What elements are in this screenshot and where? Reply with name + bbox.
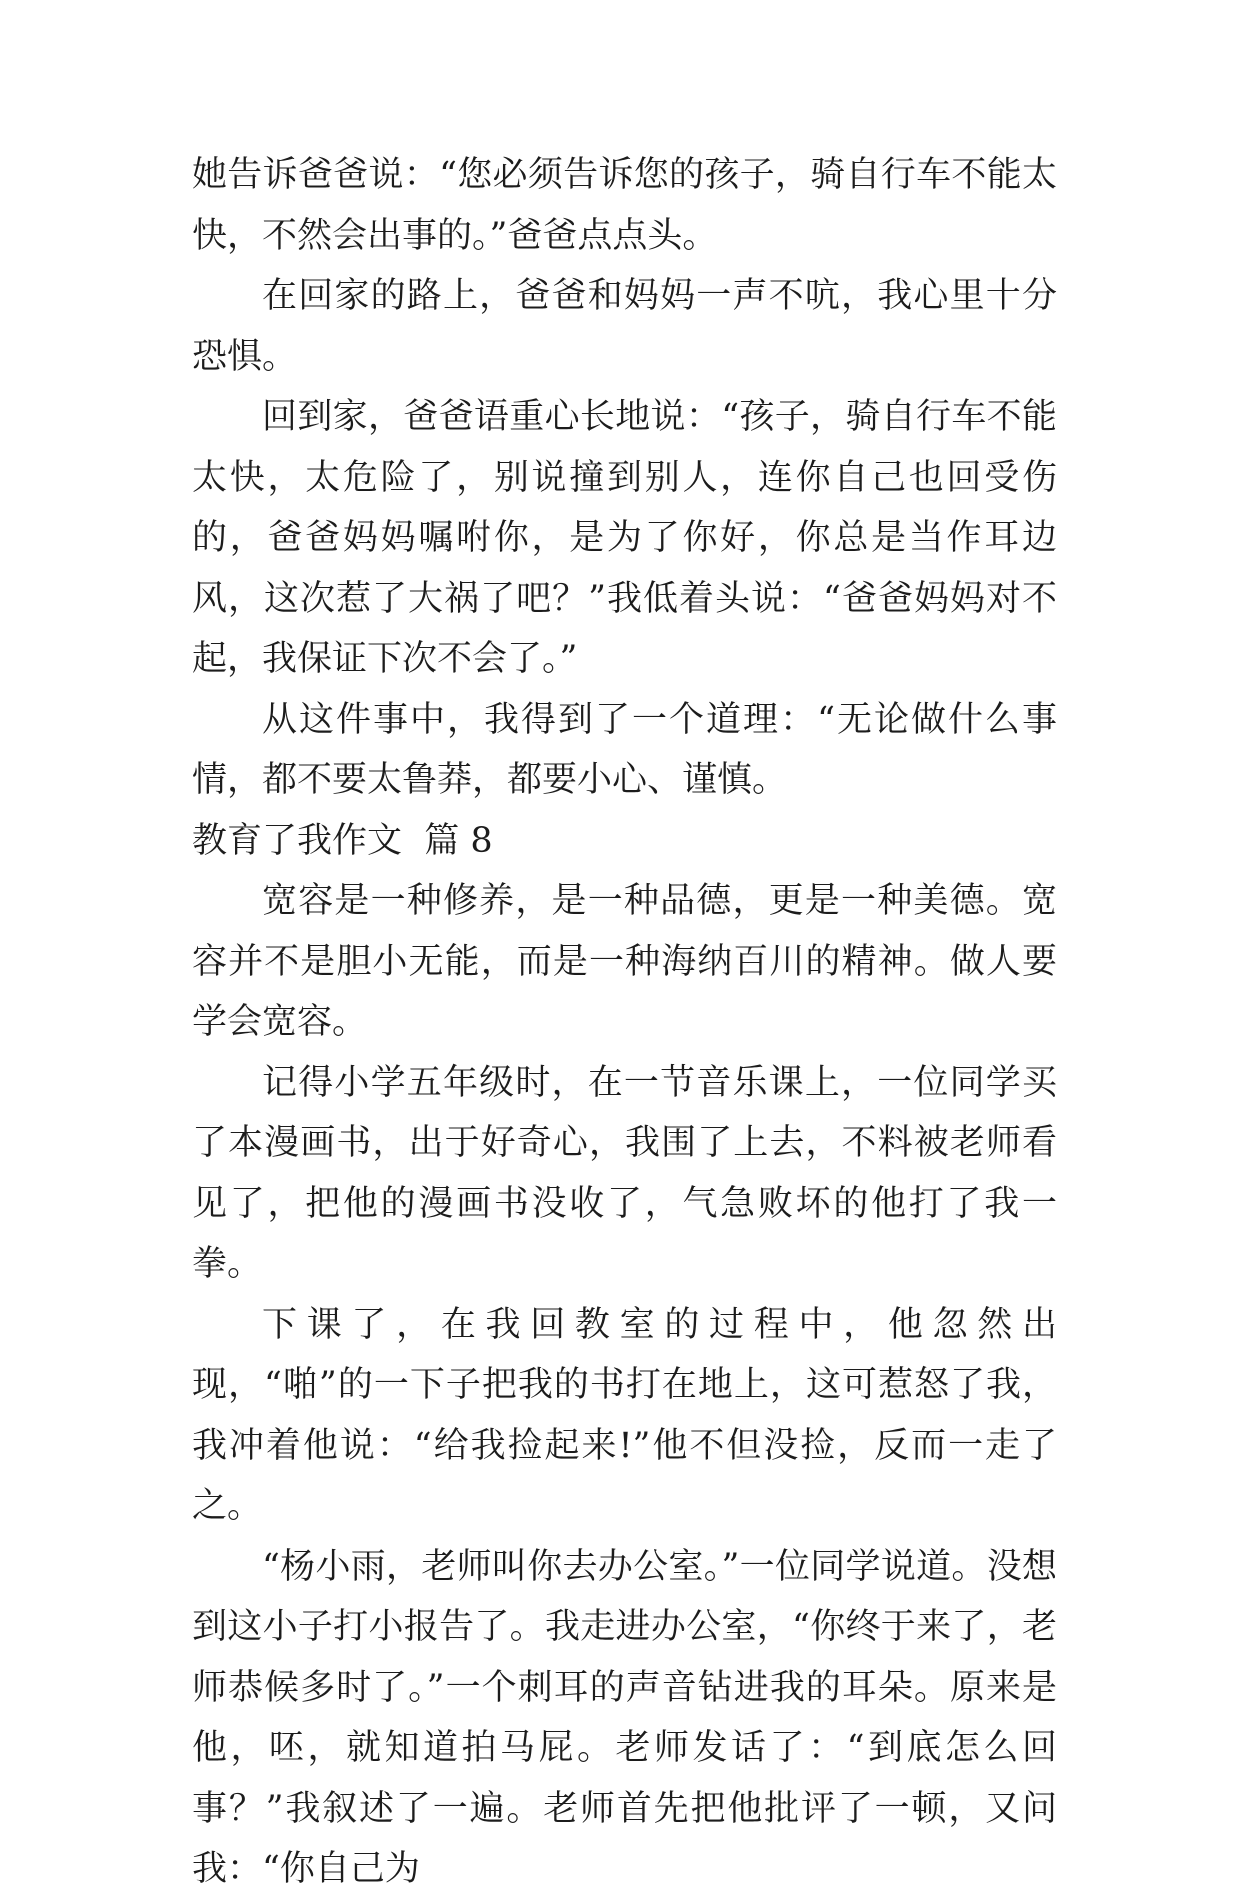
section-heading: 教育了我作文 篇 8	[192, 820, 493, 861]
paragraph: 在回家的路上，爸爸和妈妈一声不吭，我心里十分恐惧。	[192, 276, 1057, 377]
paragraph: 她告诉爸爸说：“您必须告诉您的孩子，骑自行车不能太快，不然会出事的。”爸爸点点头。	[192, 155, 1057, 256]
paragraph: 下课了，在我回教室的过程中，他忽然出现，“啪”的一下子把我的书打在地上，这可惹怒了我，我冲着他说：“给我捡起来!”他不但没捡，反而一走了之。	[192, 1304, 1057, 1526]
paragraph: “杨小雨，老师叫你去办公室。”一位同学说道。没想到这小子打小报告了。我走进办公室，“你终于来了，老师恭候多时了。”一个刺耳的声音钻进我的耳朵。原来是他，呸，就知道拍马屁。老师发话了：“到底怎么回事？”我叙述了一遍。老师首先把他批评了一顿，又问我：“你自己为	[192, 1546, 1057, 1889]
paragraph: 回到家，爸爸语重心长地说：“孩子，骑自行车不能太快，太危险了，别说撞到别人，连你自己也回受伤的，爸爸妈妈嘱咐你，是为了你好，你总是当作耳边风，这次惹了大祸了吧？”我低着头说：“爸爸妈妈对不起，我保证下次不会了。”	[192, 397, 1057, 679]
document-body	[192, 145, 1057, 1900]
paragraph: 记得小学五年级时，在一节音乐课上，一位同学买了本漫画书，出于好奇心，我围了上去，不料被老师看见了，把他的漫画书没收了，气急败坏的他打了我一拳。	[192, 1062, 1057, 1284]
paragraph: 宽容是一种修养，是一种品德，更是一种美德。宽容并不是胆小无能，而是一种海纳百川的精神。做人要学会宽容。	[192, 881, 1057, 1042]
paragraph: 从这件事中，我得到了一个道理：“无论做什么事情，都不要太鲁莽，都要小心、谨慎。	[192, 699, 1057, 800]
